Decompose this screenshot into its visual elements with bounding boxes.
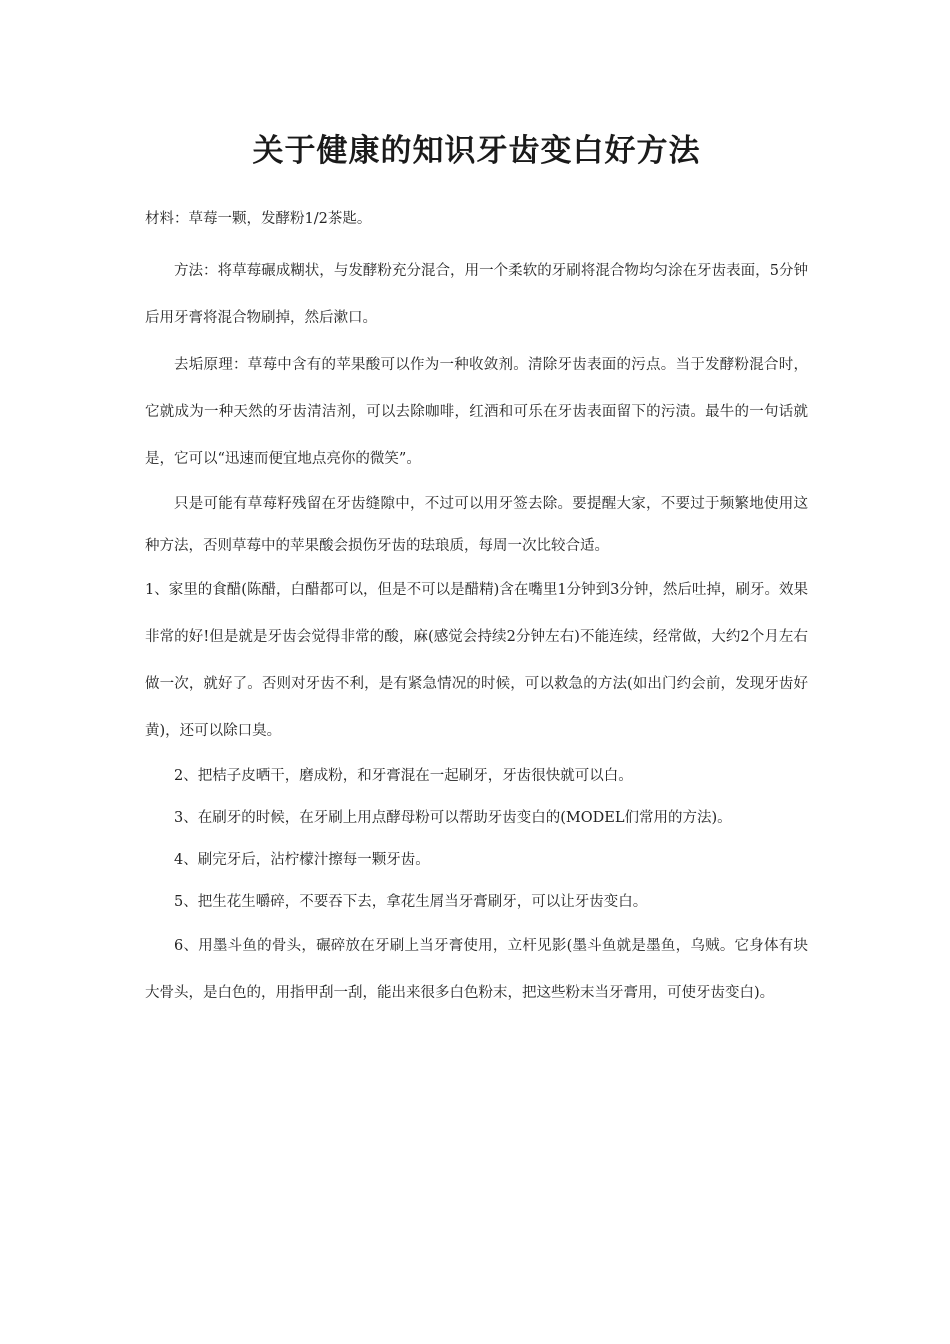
tip-3-paragraph: 3、在刷牙的时候，在牙刷上用点酵母粉可以帮助牙齿变白的(MODEL们常用的方法)。 [174,810,732,826]
caution-paragraph: 只是可能有草莓籽残留在牙齿缝隙中，不过可以用牙签去除。要提醒大家，不要过于频繁地使用这种方法，否则草莓中的苹果酸会损伤牙齿的珐琅质，每周一次比较合适。 [145,496,808,554]
tip-6-paragraph: 6、用墨斗鱼的骨头，碾碎放在牙刷上当牙膏使用，立杆见影(墨斗鱼就是墨鱼，乌贼。它身体有块大骨头，是白色的，用指甲刮一刮，能出来很多白色粉末，把这些粉末当牙膏用，可使牙齿变白)。 [145,938,808,1001]
document-title: 关于健康的知识牙齿变白好方法 [252,133,701,169]
materials-paragraph: 材料：草莓一颗，发酵粉1/2茶匙。 [145,211,372,227]
principle-paragraph: 去垢原理：草莓中含有的苹果酸可以作为一种收敛剂。清除牙齿表面的污点。当于发酵粉混合时，它就成为一种天然的牙齿清洁剂，可以去除咖啡，红酒和可乐在牙齿表面留下的污渍。最牛的一句话就是，它可以“迅速而便宜地点亮你的微笑”。 [145,357,808,467]
tip-4-paragraph: 4、刷完牙后，沾柠檬汁擦每一颗牙齿。 [174,852,430,868]
document-body [145,208,808,1017]
tip-5-paragraph: 5、把生花生嚼碎，不要吞下去，拿花生屑当牙膏刷牙，可以让牙齿变白。 [174,894,648,910]
method-paragraph: 方法：将草莓碾成糊状，与发酵粉充分混合，用一个柔软的牙刷将混合物均匀涂在牙齿表面，5分钟后用牙膏将混合物刷掉，然后漱口。 [145,263,808,326]
tip-1-paragraph: 1、家里的食醋(陈醋，白醋都可以，但是不可以是醋精)含在嘴里1分钟到3分钟，然后吐掉，刷牙。效果非常的好!但是就是牙齿会觉得非常的酸，麻(感觉会持续2分钟左右)不能连续，经常做，大约2个月左右做一次，就好了。否则对牙齿不利，是有紧急情况的时候，可以救急的方法(如出门约会前，发现牙齿好黄)，还可以除口臭。 [145,582,808,739]
tip-2-paragraph: 2、把桔子皮晒干，磨成粉，和牙膏混在一起刷牙，牙齿很快就可以白。 [174,768,633,784]
